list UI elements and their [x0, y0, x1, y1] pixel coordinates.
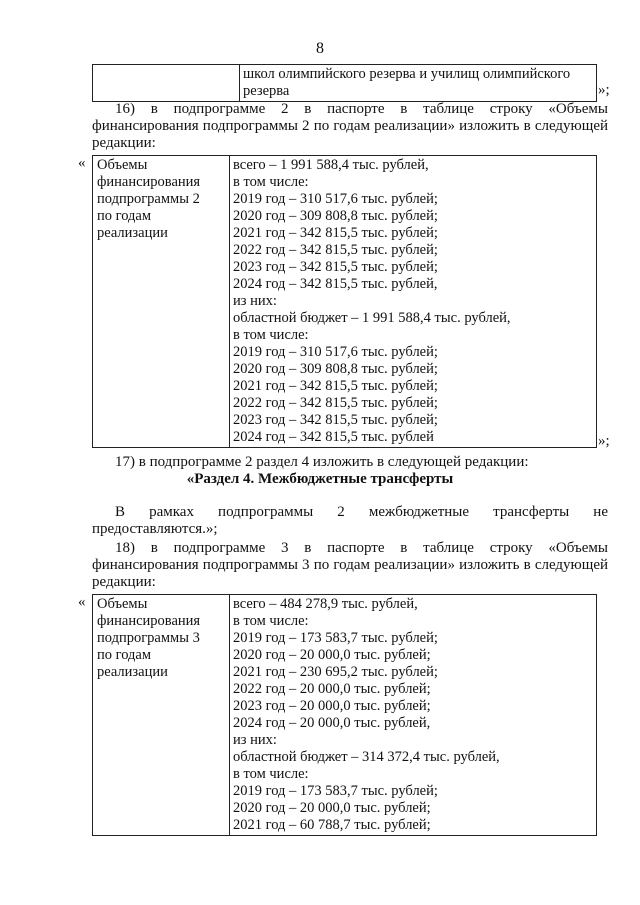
table2-value-line: всего – 484 278,9 тыс. рублей,: [233, 596, 418, 612]
table1-value-line: в том числе:: [233, 174, 309, 190]
continuation-closing-quote: »;: [598, 82, 610, 98]
table1-value-line: 2021 год – 342 815,5 тыс. рублей;: [233, 225, 438, 241]
table1-value-line: 2022 год – 342 815,5 тыс. рублей;: [233, 242, 438, 258]
table2-value-line: 2021 год – 230 695,2 тыс. рублей;: [233, 664, 438, 680]
table2-value-line: 2020 год – 20 000,0 тыс. рублей;: [233, 647, 431, 663]
table2-label-line: реализации: [97, 664, 168, 680]
financing-table-subprogram-3: [92, 594, 597, 836]
continuation-table: [92, 64, 597, 102]
table1-value-cell: [230, 156, 597, 448]
table2-value-line: областной бюджет – 314 372,4 тыс. рублей,: [233, 749, 500, 765]
table1-value-line: в том числе:: [233, 327, 309, 343]
table1-label-line: финансирования: [97, 174, 201, 190]
table1-value-line: 2023 год – 342 815,5 тыс. рублей;: [233, 412, 438, 428]
table1-value-line: 2024 год – 342 815,5 тыс. рублей,: [233, 276, 438, 292]
table1-value-line: всего – 1 991 588,4 тыс. рублей,: [233, 157, 429, 173]
section-4-body: В рамках подпрограммы 2 межбюджетные трансферты не предоставляются.»;: [92, 504, 608, 537]
item-17-paragraph: 17) в подпрограмме 2 раздел 4 изложить в следующей редакции:: [115, 454, 529, 470]
table1-value-line: 2019 год – 310 517,6 тыс. рублей;: [233, 191, 438, 207]
table1-label-cell: [93, 156, 230, 448]
table2-value-line: 2021 год – 60 788,7 тыс. рублей;: [233, 817, 431, 833]
table1-value-line: 2020 год – 309 808,8 тыс. рублей;: [233, 361, 438, 377]
table1-value-line: областной бюджет – 1 991 588,4 тыс. рублей,: [233, 310, 511, 326]
table2-value-line: 2023 год – 20 000,0 тыс. рублей;: [233, 698, 431, 714]
table1-value-line: 2020 год – 309 808,8 тыс. рублей;: [233, 208, 438, 224]
table2-label-line: подпрограммы 3: [97, 630, 200, 646]
table2-value-cell: [230, 595, 597, 836]
table2-value-line: из них:: [233, 732, 277, 748]
item-18-paragraph: 18) в подпрограмме 3 в паспорте в таблице строку «Объемы финансирования подпрограммы 3 по годам реализации» изложить в следующей редакции:: [92, 540, 608, 590]
table1-label-line: по годам: [97, 208, 152, 224]
table1-value-line: 2023 год – 342 815,5 тыс. рублей;: [233, 259, 438, 275]
table2-value-line: 2022 год – 20 000,0 тыс. рублей;: [233, 681, 431, 697]
continuation-label-cell: [93, 65, 240, 102]
table1-label-line: Объемы: [97, 157, 148, 173]
page-number: 8: [316, 40, 324, 57]
table1-label-line: подпрограммы 2: [97, 191, 200, 207]
table2-value-line: 2020 год – 20 000,0 тыс. рублей;: [233, 800, 431, 816]
table2-open-quote: «: [78, 594, 86, 610]
table1-value-line: из них:: [233, 293, 277, 309]
table2-label-line: по годам: [97, 647, 152, 663]
table1-open-quote: «: [78, 155, 86, 171]
table1-value-line: 2022 год – 342 815,5 тыс. рублей;: [233, 395, 438, 411]
table2-label-cell: [93, 595, 230, 836]
table1-value-line: 2024 год – 342 815,5 тыс. рублей: [233, 429, 434, 445]
table2-value-line: 2024 год – 20 000,0 тыс. рублей,: [233, 715, 431, 731]
table1-closing-quote: »;: [598, 433, 610, 449]
table2-value-line: 2019 год – 173 583,7 тыс. рублей;: [233, 630, 438, 646]
continuation-value-cell: школ олимпийского резерва и училищ олимпийского резерва: [240, 65, 597, 102]
table2-value-line: 2019 год – 173 583,7 тыс. рублей;: [233, 783, 438, 799]
financing-table-subprogram-2: [92, 155, 597, 448]
table1-label-line: реализации: [97, 225, 168, 241]
table1-value-line: 2021 год – 342 815,5 тыс. рублей;: [233, 378, 438, 394]
table2-label-line: Объемы: [97, 596, 148, 612]
section-4-heading: «Раздел 4. Межбюджетные трансферты: [186, 471, 454, 487]
table1-value-line: 2019 год – 310 517,6 тыс. рублей;: [233, 344, 438, 360]
table2-value-line: в том числе:: [233, 613, 309, 629]
table2-value-line: в том числе:: [233, 766, 309, 782]
item-16-paragraph: 16) в подпрограмме 2 в паспорте в таблице строку «Объемы финансирования подпрограммы 2 по годам реализации» изложить в следующей редакции:: [92, 101, 608, 151]
table2-label-line: финансирования: [97, 613, 201, 629]
